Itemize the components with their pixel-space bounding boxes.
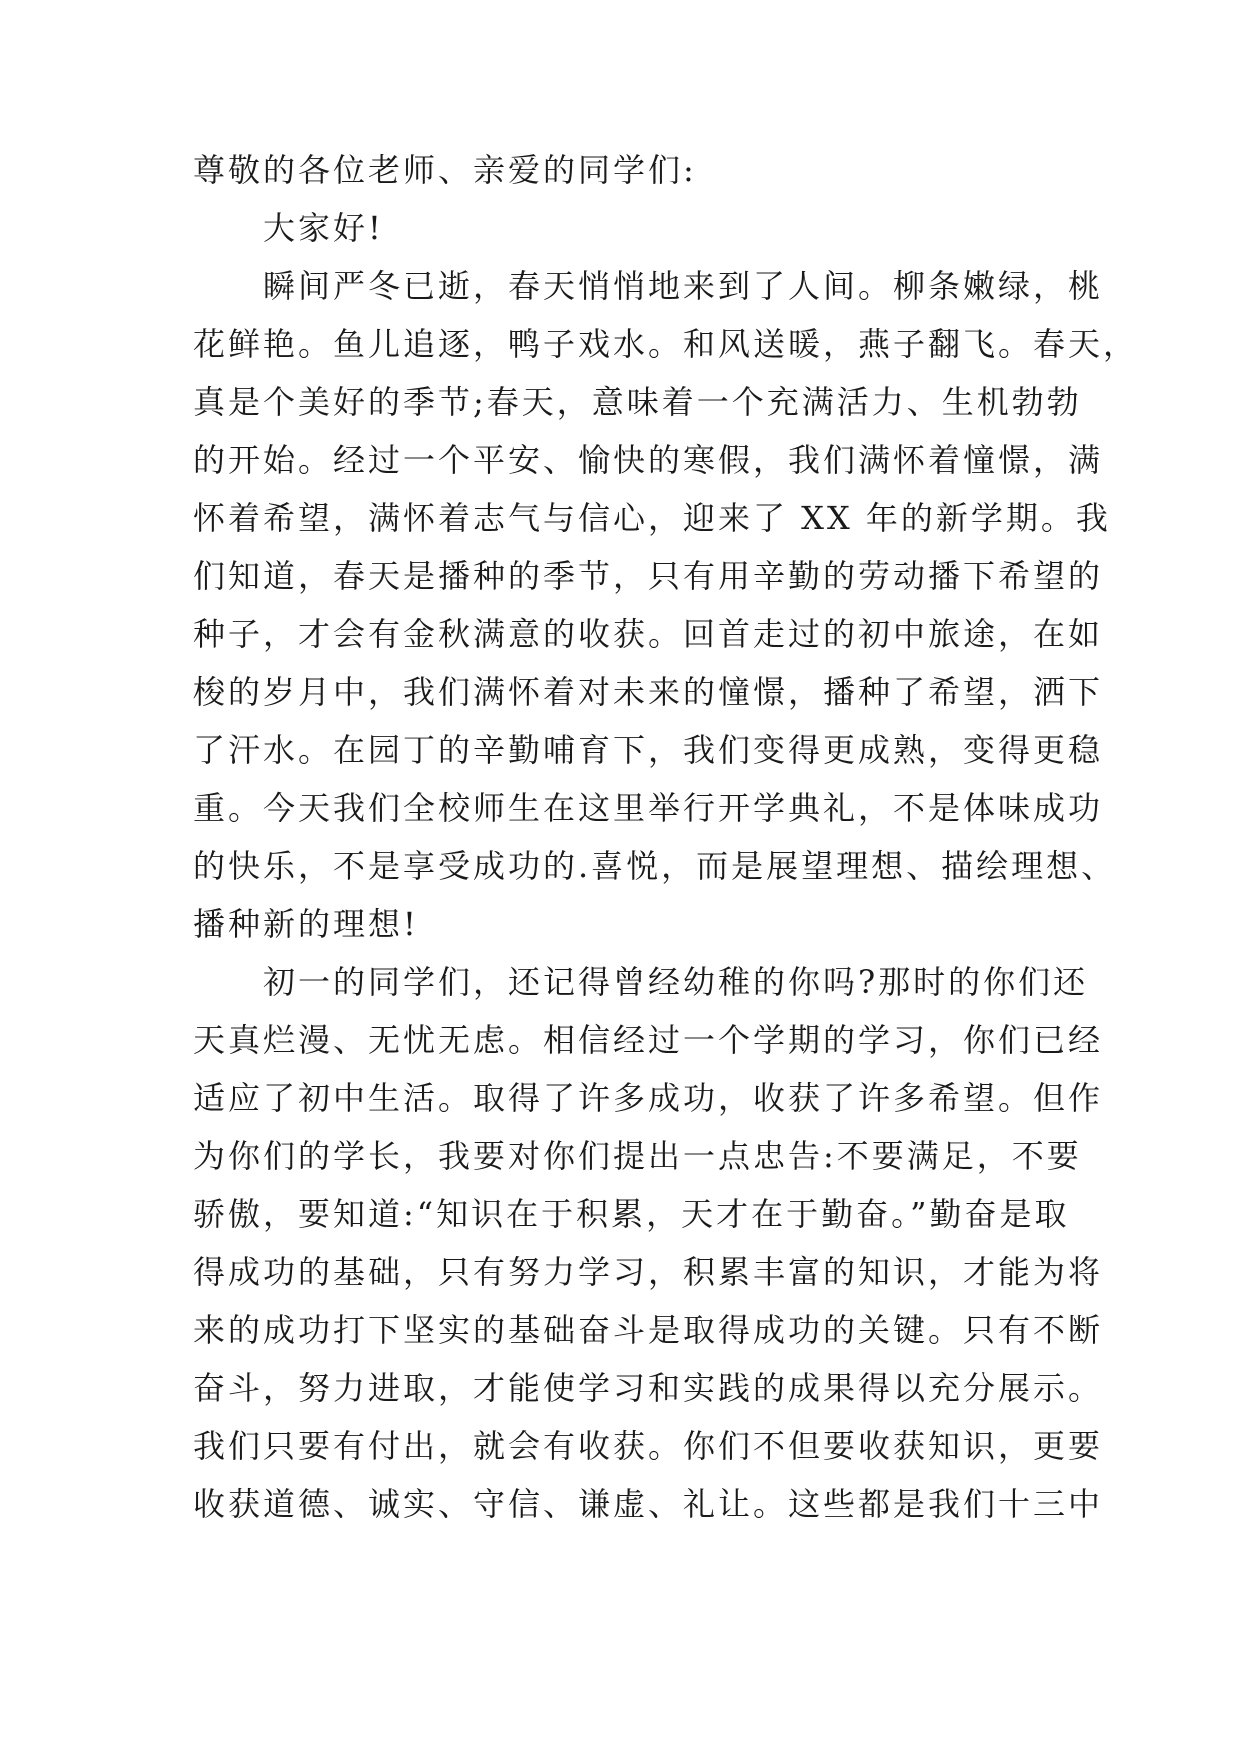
text-line: 种子，才会有金秋满意的收获。回首走过的初中旅途，在如 (193, 615, 1104, 653)
text-line: 得成功的基础，只有努力学习，积累丰富的知识，才能为将 (193, 1253, 1104, 1291)
text-line: 来的成功打下坚实的基础奋斗是取得成功的关键。只有不断 (193, 1311, 1104, 1349)
text-line: 梭的岁月中，我们满怀着对未来的憧憬，播种了希望，洒下 (193, 673, 1104, 711)
text-line: 真是个美好的季节;春天，意味着一个充满活力、生机勃勃 (193, 383, 1082, 421)
text-line: 重。今天我们全校师生在这里举行开学典礼，不是体味成功 (193, 789, 1104, 827)
text-line: 播种新的理想! (193, 905, 419, 943)
text-line: 天真烂漫、无忧无虑。相信经过一个学期的学习，你们已经 (193, 1021, 1104, 1059)
text-line: 骄傲，要知道:“知识在于积累，天才在于勤奋。”勤奋是取 (193, 1195, 1070, 1233)
text-line: 收获道德、诚实、守信、谦虚、礼让。这些都是我们十三中 (193, 1485, 1104, 1523)
text-line: 的快乐，不是享受成功的.喜悦，而是展望理想、描绘理想、 (193, 847, 1117, 885)
text-line: 了汗水。在园丁的辛勤哺育下，我们变得更成熟，变得更稳 (193, 731, 1104, 769)
text-line: 为你们的学长，我要对你们提出一点忠告:不要满足，不要 (193, 1137, 1082, 1175)
text-line-salutation: 尊敬的各位老师、亲爱的同学们: (193, 151, 697, 189)
text-line: 我们只要有付出，就会有收获。你们不但要收获知识，更要 (193, 1427, 1104, 1465)
text-line: 初一的同学们，还记得曾经幼稚的你吗?那时的你们还 (193, 963, 1089, 1001)
text-line: 花鲜艳。鱼儿追逐，鸭子戏水。和风送暖，燕子翻飞。春天， (193, 325, 1139, 363)
text-line: 们知道，春天是播种的季节，只有用辛勤的劳动播下希望的 (193, 557, 1104, 595)
text-line: 适应了初中生活。取得了许多成功，收获了许多希望。但作 (193, 1079, 1104, 1117)
text-line: 奋斗，努力进取，才能使学习和实践的成果得以充分展示。 (193, 1369, 1104, 1407)
text-line: 瞬间严冬已逝，春天悄悄地来到了人间。柳条嫩绿，桃 (193, 267, 1104, 305)
text-line: 的开始。经过一个平安、愉快的寒假，我们满怀着憧憬，满 (193, 441, 1104, 479)
text-line-greeting: 大家好! (193, 209, 384, 247)
text-line: 怀着希望，满怀着志气与信心，迎来了 XX 年的新学期。我 (193, 499, 1111, 537)
